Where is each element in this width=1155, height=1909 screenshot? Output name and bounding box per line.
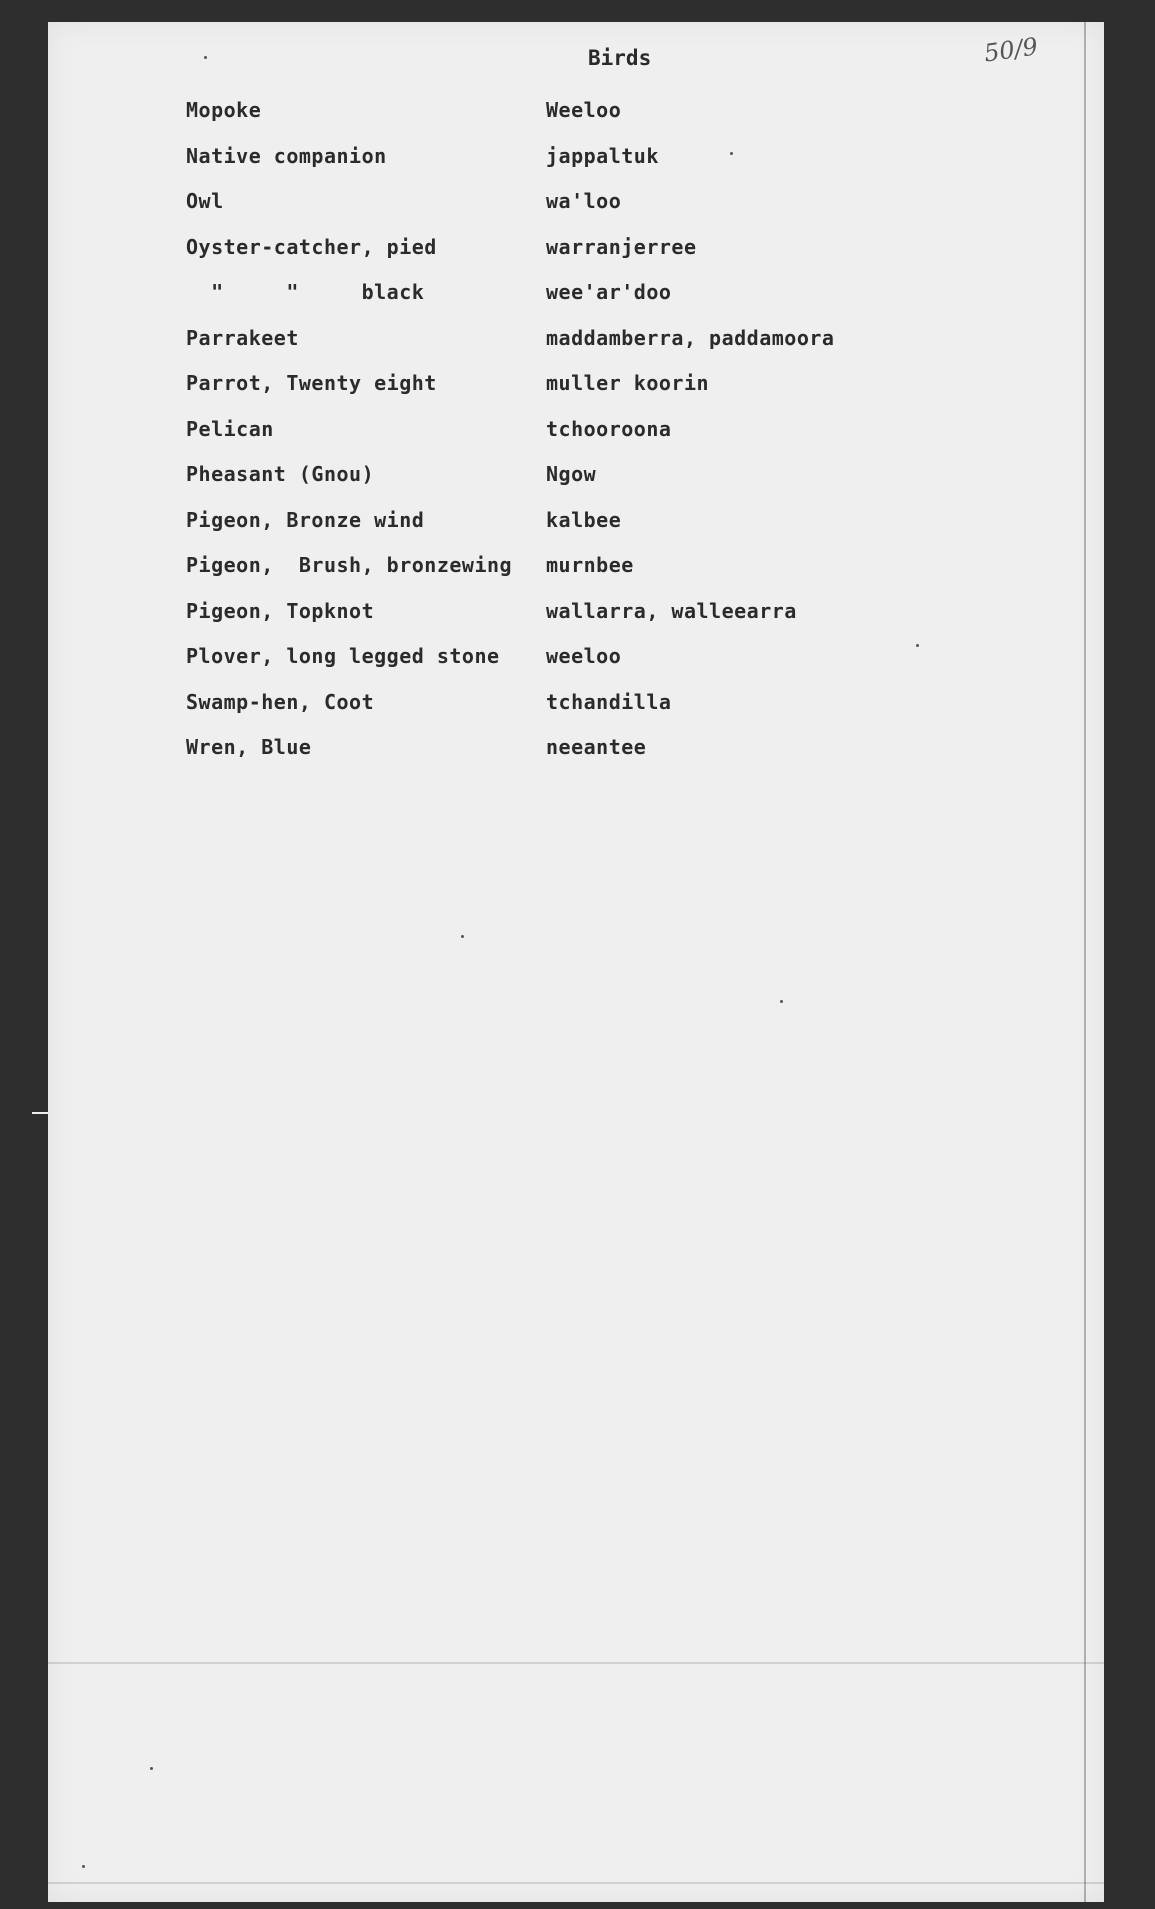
- native-term: murnbee: [546, 553, 634, 577]
- paper-speck: [204, 56, 207, 59]
- paper-speck: [730, 152, 733, 155]
- paper-speck: [82, 1865, 85, 1868]
- english-term: Oyster-catcher, pied: [186, 234, 437, 259]
- list-item: [186, 365, 1006, 411]
- native-term: tchandilla: [546, 689, 672, 714]
- english-term: Native companion: [186, 143, 387, 168]
- scan-edge-mark: [32, 1112, 48, 1114]
- list-item: [186, 456, 1006, 502]
- paper-speck: [461, 935, 464, 938]
- paper-speck: [150, 1767, 153, 1770]
- list-item: [186, 684, 1006, 730]
- list-item: [186, 502, 1006, 548]
- english-term: Plover, long legged stone: [186, 644, 500, 668]
- page-number: 50/9: [982, 32, 1040, 68]
- native-term: maddamberra, paddamoora: [546, 325, 835, 350]
- native-term: muller koorin: [546, 371, 710, 395]
- list-item: [186, 183, 1006, 229]
- english-term: Parrot, Twenty eight: [186, 371, 437, 395]
- native-term: jappaltuk: [546, 143, 659, 168]
- list-item: [186, 274, 1006, 320]
- native-term: warranjerree: [546, 234, 697, 259]
- english-term: Swamp-hen, Coot: [186, 689, 375, 714]
- english-term: Pigeon, Brush, bronzewing: [186, 553, 513, 577]
- english-term: Pelican: [186, 416, 274, 441]
- english-term: Pheasant (Gnou): [186, 462, 375, 486]
- english-term: Wren, Blue: [186, 735, 312, 759]
- list-item: [186, 229, 1006, 275]
- english-term: Pigeon, Bronze wind: [186, 507, 425, 532]
- english-term: " " black: [186, 280, 425, 304]
- list-item: [186, 411, 1006, 457]
- native-term: neeantee: [546, 735, 647, 759]
- fold-line: [48, 1882, 1104, 1884]
- list-item: [186, 92, 1006, 138]
- list-item: [186, 138, 1006, 184]
- list-item: [186, 593, 1006, 639]
- english-term: Owl: [186, 189, 224, 213]
- native-term: Weeloo: [546, 98, 622, 122]
- english-term: Mopoke: [186, 98, 262, 122]
- native-term: Ngow: [546, 462, 597, 486]
- fold-line: [48, 1662, 1104, 1664]
- paper-edge: [1084, 22, 1086, 1902]
- native-term: wee'ar'doo: [546, 280, 672, 304]
- list-item: [186, 729, 1006, 775]
- typed-sheet: [48, 22, 1104, 1902]
- list-item: [186, 320, 1006, 366]
- english-term: Pigeon, Topknot: [186, 598, 375, 623]
- native-term: tchooroona: [546, 416, 672, 441]
- paper-speck: [780, 1000, 783, 1003]
- english-term: Parrakeet: [186, 325, 299, 350]
- list-item: [186, 638, 1006, 684]
- paper-speck: [916, 644, 919, 647]
- native-term: kalbee: [546, 507, 622, 532]
- native-term: wa'loo: [546, 189, 622, 213]
- page-title: Birds: [588, 46, 652, 70]
- list-item: [186, 547, 1006, 593]
- native-term: wallarra, walleearra: [546, 598, 797, 623]
- native-term: weeloo: [546, 644, 622, 668]
- word-list: [186, 92, 1006, 775]
